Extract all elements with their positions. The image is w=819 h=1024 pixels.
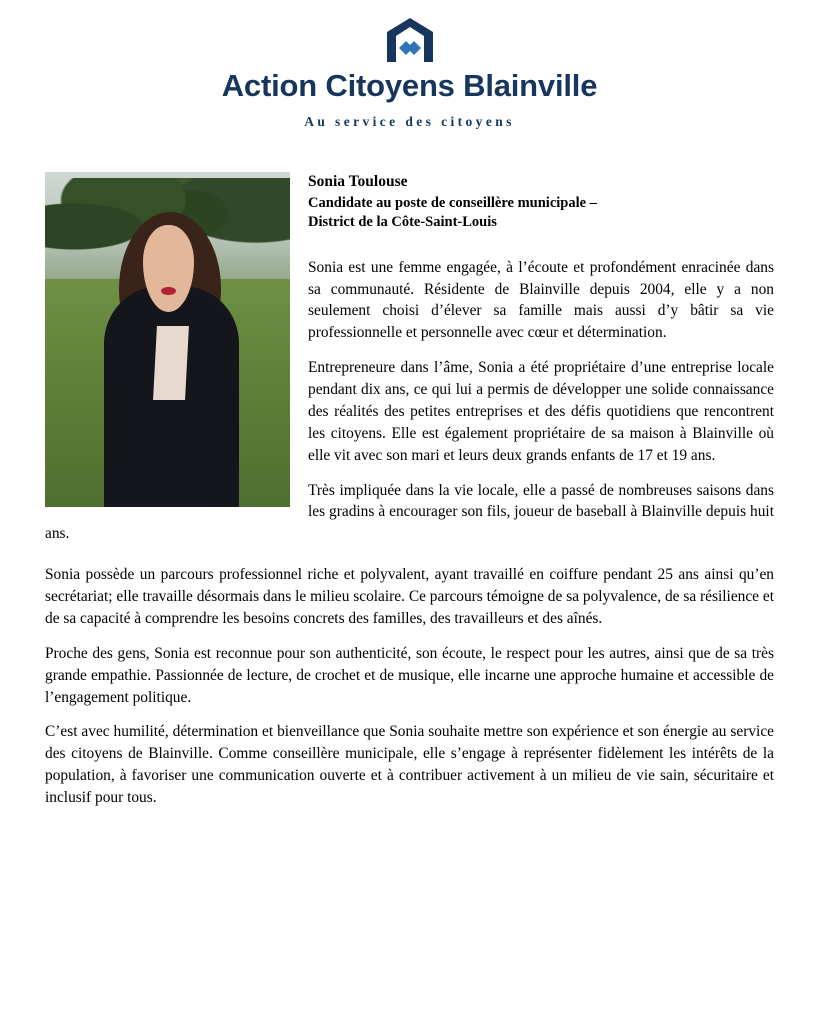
document-header bbox=[0, 0, 819, 130]
candidate-name: Sonia Toulouse bbox=[308, 172, 408, 190]
candidate-portrait-image bbox=[45, 172, 290, 507]
bio-paragraph: Sonia est une femme engagée, à l’écoute et profondément enracinée dans sa communauté. Résidente de Blainville depuis 2004, elle y a non seulement choisi d’élever sa famille mais aussi d’y bâtir sa vie professionnelle et personnelle avec cœur et détermination. bbox=[308, 258, 774, 342]
portrait-shirt bbox=[153, 326, 189, 400]
bio-paragraph: Très impliquée dans la vie locale, elle a passé de nombreuses saisons dans les gradins à encourager son fils, joueur de baseball à Blainville depuis huit ans. bbox=[45, 481, 774, 543]
profile-top-block bbox=[45, 172, 774, 546]
bio-paragraph: Proche des gens, Sonia est reconnue pour son authenticité, son écoute, le respect pour les autres, ainsi que de sa très grande empathie. Passionnée de lecture, de crochet et de musique, elle incarne une approche humaine et accessible de l’engagement politique. bbox=[45, 644, 774, 706]
bio-paragraph: Entrepreneure dans l’âme, Sonia a été propriétaire d’une entreprise locale pendant dix ans, ce qui lui a permis de développer une solide connaissance des réalités des petites entreprises et des défis quotidiens que rencontrent les citoyens. Elle est également propriétaire de sa maison à Blainville où elle vit avec son mari et leurs deux grands enfants de 17 et 19 ans. bbox=[308, 359, 774, 464]
document-content bbox=[0, 172, 819, 809]
candidate-role-line-2: District de la Côte-Saint-Louis bbox=[308, 214, 497, 231]
candidate-role-line-1: Candidate au poste de conseillère municipale – bbox=[308, 194, 597, 211]
organization-name: Action Citoyens Blainville bbox=[221, 68, 598, 103]
bio-paragraph: C’est avec humilité, détermination et bienveillance que Sonia souhaite mettre son expérience et son énergie au service des citoyens de Blainville. Comme conseillère municipale, elle s’engage à représenter fidèlement les intérêts de la population, à favoriser une communication ouverte et à contribuer activement à un milieu de vie sain, sécuritaire et inclusif pour tous. bbox=[45, 723, 774, 807]
profile-lower-block bbox=[45, 558, 774, 809]
action-citoyens-blainville-logo-icon bbox=[381, 18, 439, 62]
organization-tagline: Au service des citoyens bbox=[304, 113, 515, 129]
bio-paragraph: Sonia possède un parcours professionnel riche et polyvalent, ayant travaillé en coiffure pendant 25 ans ainsi qu’en secrétariat; elle travaille désormais dans le milieu scolaire. Ce parcours témoigne de sa polyvalence, de sa résilience et de sa capacité à comprendre les besoins concrets des familles, des travailleurs et des aînés. bbox=[45, 566, 774, 627]
